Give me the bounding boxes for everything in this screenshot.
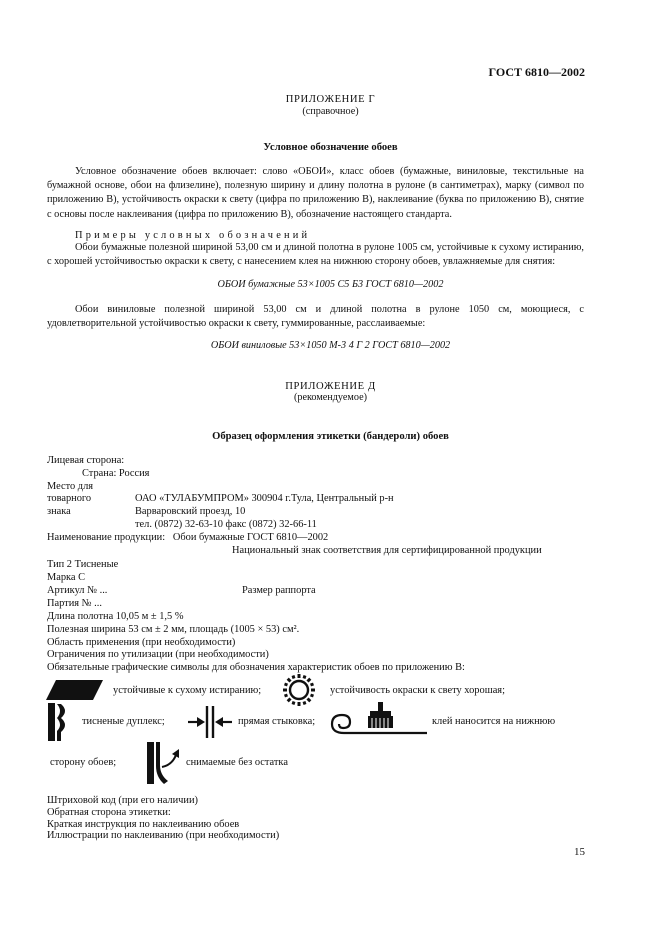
butt-joint-label: прямая стыковка; xyxy=(238,716,316,727)
appendix-d-subtitle: (рекомендуемое) xyxy=(293,392,367,403)
disposal-restrictions: Ограничения по утилизации (при необходимости) xyxy=(47,649,269,660)
trademark-place-line3: знака xyxy=(47,506,71,517)
type-line: Тип 2 Тисненые xyxy=(47,559,119,570)
appendix-g-subtitle: (справочное) xyxy=(302,106,359,117)
article-line: Артикул № ... xyxy=(47,585,108,596)
barcode-line: Штриховой код (при его наличии) xyxy=(47,795,198,806)
example2-text: Обои виниловые полезной шириной 53,00 см и длиной полотна в рулоне 1050 см, моющиеся, с удовлетворительной устойчивостью окраски к свету, гуммированные, расслаиваемые: xyxy=(47,304,584,330)
appendix-d-heading: Образец оформления этикетки (бандероли) обоев xyxy=(212,431,449,442)
appendix-g-title: ПРИЛОЖЕНИЕ Г xyxy=(285,94,376,105)
dry-abrasion-label: устойчивые к сухому истиранию; xyxy=(113,685,262,696)
manufacturer-line2: Варваровский проезд, 10 xyxy=(135,506,246,517)
paste-the-paper-label: клей наносится на нижнюю xyxy=(432,716,556,727)
appendix-d-title: ПРИЛОЖЕНИЕ Д xyxy=(285,381,376,392)
trademark-place-line2: товарного xyxy=(47,493,92,504)
designation-paragraph: Условное обозначение обоев включает: слово «ОБОИ», класс обоев (бумажные, виниловые, текстильные на бумажной основе, обои на флизелине), полезную ширину и длину полотна в рулоне (в сантиметрах), марку (символ по приложению В), устойчивость окраски к свету (цифра по приложению В), наклеивание (буква по приложению В), снятие с основы после наклеивания (цифра по приложению В), обозначение настоящего стандарта. xyxy=(47,166,584,220)
examples-heading: Примеры условных обозначений xyxy=(75,230,311,241)
front-side-label: Лицевая сторона: xyxy=(47,455,125,466)
repeat-size: Размер раппорта xyxy=(242,585,316,596)
strippable-label: снимаемые без остатка xyxy=(186,757,288,768)
national-mark: Национальный знак соответствия для сертифицированной продукции xyxy=(232,545,542,556)
brand-line: Марка С xyxy=(47,572,86,583)
paste-the-paper-icon xyxy=(330,700,428,736)
lightfast-sun-icon xyxy=(282,673,316,707)
product-name: Наименование продукции: Обои бумажные ГОСТ 6810—2002 xyxy=(47,532,329,543)
trademark-place-line1: Место для xyxy=(47,481,94,492)
example2-designation: ОБОИ виниловые 53×1050 М-3 4 Г 2 ГОСТ 6810—2002 xyxy=(210,340,451,351)
length-line: Длина полотна 10,05 м ± 1,5 % xyxy=(47,611,184,622)
manufacturer-line1: ОАО «ТУЛАБУМПРОМ» 300904 г.Тула, Центральный р-н xyxy=(135,493,394,504)
illustrations-line: Иллюстрации по наклеиванию (при необходимости) xyxy=(47,830,280,841)
example1-designation: ОБОИ бумажные 53×1005 С5 Б3 ГОСТ 6810—2002 xyxy=(217,279,444,290)
butt-joint-icon xyxy=(188,706,232,738)
page-number: 15 xyxy=(574,846,585,858)
batch-line: Партия № ... xyxy=(47,598,102,609)
lightfast-label: устойчивость окраски к свету хорошая; xyxy=(330,685,505,696)
area-of-use: Область применения (при необходимости) xyxy=(47,637,236,648)
embossed-duplex-icon xyxy=(46,701,72,743)
strippable-icon xyxy=(146,741,182,785)
country-label: Страна: Россия xyxy=(82,468,150,479)
dry-abrasion-icon xyxy=(46,679,104,701)
manufacturer-line3: тел. (0872) 32-63-10 факс (0872) 32-66-11 xyxy=(135,519,317,530)
standard-number: ГОСТ 6810—2002 xyxy=(488,65,585,79)
width-line: Полезная ширина 53 см ± 2 мм, площадь (1005 × 53) см². xyxy=(47,624,300,635)
appendix-g-heading: Условное обозначение обоев xyxy=(263,142,398,153)
symbols-intro: Обязательные графические символы для обозначения характеристик обоев по приложению В: xyxy=(47,662,465,673)
paste-the-paper-label-cont: сторону обоев; xyxy=(50,757,117,768)
back-side-label: Обратная сторона этикетки: xyxy=(47,807,171,818)
instructions-line: Краткая инструкция по наклеиванию обоев xyxy=(47,819,240,830)
example1-text: Обои бумажные полезной шириной 53,00 см и длиной полотна в рулоне 1005 см, устойчивые к сухому истиранию, с хорошей устойчивостью окраски к свету, с нанесением клея на нижнюю сторону обоев, увлажняемые для снятия: xyxy=(47,242,584,268)
embossed-duplex-label: тисненые дуплекс; xyxy=(82,716,165,727)
